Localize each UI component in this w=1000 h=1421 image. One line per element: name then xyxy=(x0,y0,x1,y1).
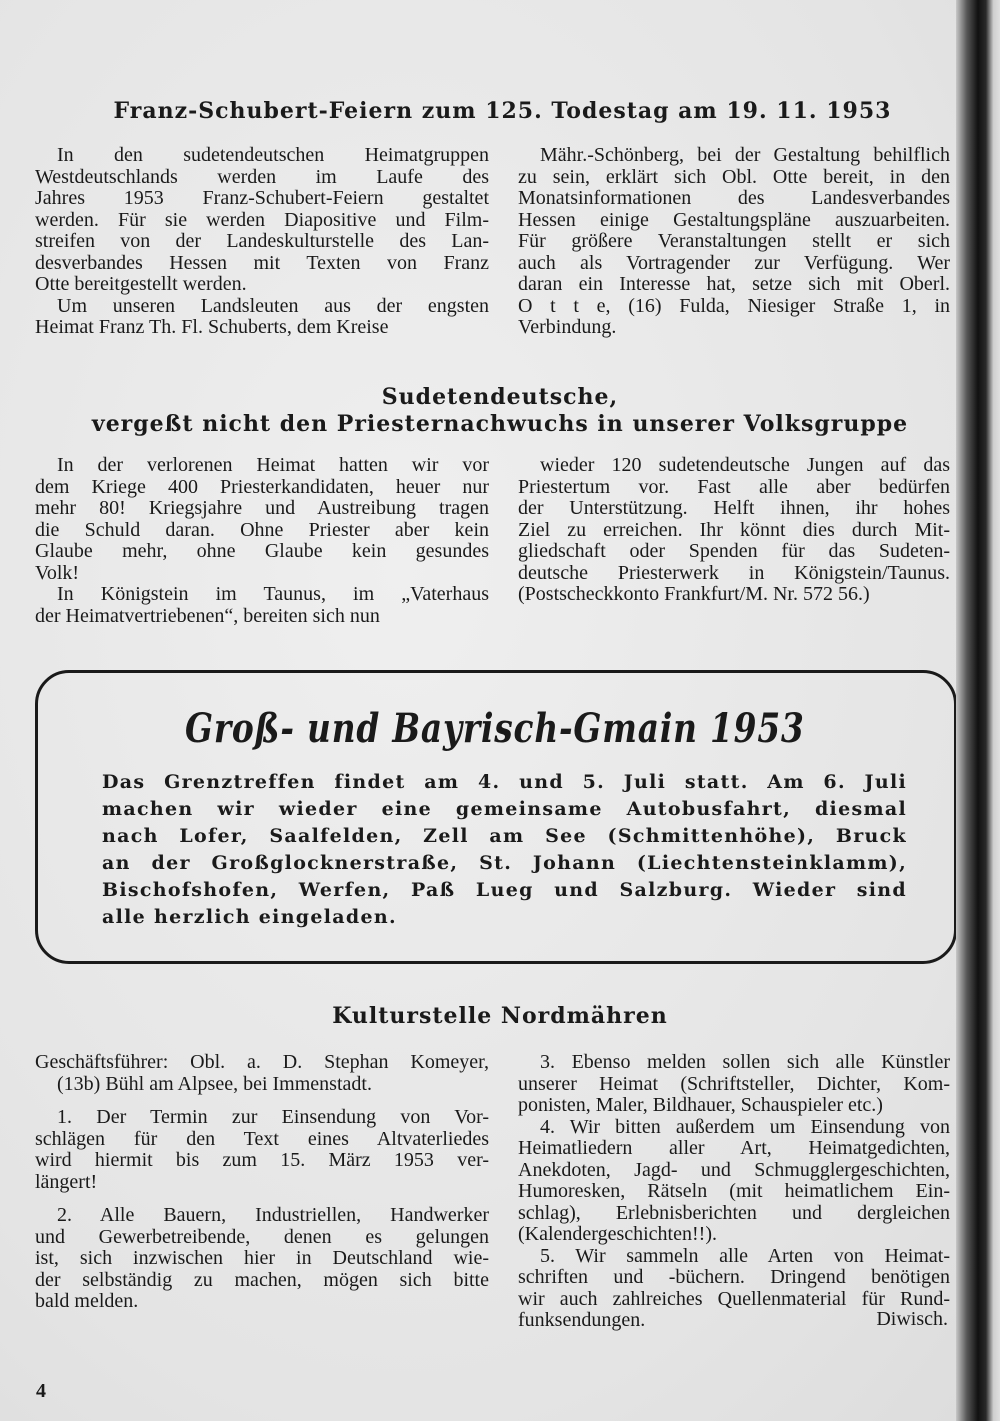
text-line: 1. Der Termin zur Einsendung von Vor- xyxy=(57,1106,489,1128)
paragraph xyxy=(35,1052,489,1095)
text-line: funksendungen. xyxy=(518,1309,646,1331)
text-line: ist, sich inzwischen hier in Deutschland wie- xyxy=(35,1247,489,1269)
announcement-body xyxy=(102,769,907,931)
paragraph xyxy=(35,455,489,584)
text-line: Volk! xyxy=(35,561,80,584)
text-line: Anekdoten, Jagd- und Schmugglergeschichten, xyxy=(518,1158,950,1181)
page-number: 4 xyxy=(36,1380,46,1402)
text-line: zu sein, erklärt sich Obl. Otte bereit, in den xyxy=(518,165,950,188)
text-line: der selbständig zu machen, mögen sich bitte xyxy=(35,1268,489,1291)
text-line: 3. Ebenso melden sollen sich alle Künstler xyxy=(540,1051,950,1073)
text-line: wieder 120 sudetendeutsche Jungen auf das xyxy=(540,454,950,476)
paragraph xyxy=(518,1052,950,1117)
text-line: werden. Für sie werden Diapositive und Film- xyxy=(35,208,489,231)
text-line: ponisten, Maler, Bildhauer, Schauspieler etc.) xyxy=(518,1094,883,1116)
paragraph xyxy=(518,1117,950,1246)
text-line: Für größere Veranstaltungen stellt er sich xyxy=(518,230,950,252)
text-line: In den sudetendeutschen Heimatgruppen xyxy=(57,144,489,166)
text-line: 2. Alle Bauern, Industriellen, Handwerker xyxy=(57,1204,489,1226)
signature xyxy=(850,1309,948,1331)
text-line: schlag), Erlebnisberichten und dergleichen xyxy=(518,1201,950,1224)
text-line: Heimat Franz Th. Fl. Schuberts, dem Kreise xyxy=(35,316,389,338)
article-kulturstelle-col2 xyxy=(518,1052,950,1332)
announcement-line: alle herzlich eingeladen. xyxy=(102,906,397,928)
text-line: Verbindung. xyxy=(518,316,617,338)
text-line: (Kalendergeschichten!!). xyxy=(518,1223,717,1245)
text-line: Westdeutschlands werden im Laufe des xyxy=(35,165,489,188)
text-line: längert! xyxy=(35,1170,98,1193)
text-line: Mähr.-Schönberg, bei der Gestaltung behilflich xyxy=(540,144,950,166)
article-priester-col1 xyxy=(35,455,489,627)
paragraph xyxy=(35,1205,489,1313)
text-line: In der verlorenen Heimat hatten wir vor xyxy=(57,454,489,476)
announcement-title: Groß- und Bayrisch-Gmain 1953 xyxy=(185,705,805,752)
text-line: gliedschaft oder Spenden für das Sudeten- xyxy=(518,540,950,562)
announcement-line: an der Großglocknerstraße, St. Johann (Liechtensteinklamm), xyxy=(102,852,907,874)
text-line: Otte bereitgestellt werden. xyxy=(35,273,247,295)
paragraph xyxy=(35,1107,489,1193)
text-line: wir auch zahlreiches Quellenmaterial für Rund- xyxy=(518,1287,950,1310)
paragraph xyxy=(518,145,950,339)
text-line: bald melden. xyxy=(35,1290,139,1312)
text-line: Um unseren Landsleuten aus der engsten xyxy=(57,294,489,317)
article-title-schubert: Franz-Schubert-Feiern zum 125. Todestag am 19. 11. 1953 xyxy=(113,98,892,124)
article-priester-col2 xyxy=(518,455,950,606)
text-line: wird hiermit bis zum 15. März 1953 ver- xyxy=(35,1149,489,1171)
text-line: schlägen für den Text eines Altvaterliedes xyxy=(35,1127,489,1150)
signature-text: Diwisch. xyxy=(876,1308,948,1330)
text-line: daran ein Interesse hat, setze sich mit Oberl. xyxy=(518,273,950,295)
text-line: Jahres 1953 Franz-Schubert-Feiern gestaltet xyxy=(35,187,489,209)
text-line: Monatsinformationen des Landesverbandes xyxy=(518,187,950,209)
article-kulturstelle-col1 xyxy=(35,1052,489,1325)
text-line: Heimatliedern aller Art, Heimatgedichten, xyxy=(518,1137,950,1159)
text-line: schriften und -büchern. Dringend benötigen xyxy=(518,1266,950,1288)
text-line: und Gewerbetreibende, denen es gelungen xyxy=(35,1225,489,1248)
text-line: Ziel zu erreichen. Ihr könnt dies durch Mit- xyxy=(518,518,950,541)
text-line: desverbandes Hessen mit Texten von Franz xyxy=(35,251,489,274)
paragraph xyxy=(35,296,489,339)
announcement-line: Bischofshofen, Werfen, Paß Lueg und Salzburg. Wieder sind xyxy=(102,879,907,901)
announcement-line: Das Grenztreffen findet am 4. und 5. Juli statt. Am 6. Juli xyxy=(102,771,907,793)
text-line: Glaube mehr, ohne Glaube kein gesundes xyxy=(35,540,489,562)
book-binding-shadow xyxy=(956,0,1000,1421)
text-line: deutsche Priesterwerk in Königstein/Taunus. xyxy=(518,561,950,584)
text-line: dem Kriege 400 Priesterkandidaten, heuer nur xyxy=(35,475,489,498)
paragraph xyxy=(35,145,489,296)
paragraph xyxy=(518,455,950,606)
article-schubert-col1 xyxy=(35,145,489,339)
text-line: mehr 80! Kriegsjahre und Austreibung tragen xyxy=(35,497,489,519)
article-schubert-col2 xyxy=(518,145,950,339)
text-line: der Unterstützung. Helft ihnen, ihr hohes xyxy=(518,497,950,519)
text-line: der Heimatvertriebenen“, bereiten sich nun xyxy=(35,604,380,627)
article-title-priester-line1: Sudetendeutsche, xyxy=(381,384,619,410)
text-line: Geschäftsführer: Obl. a. D. Stephan Komeyer, xyxy=(35,1051,489,1073)
text-line: (13b) Bühl am Alpsee, bei Immenstadt. xyxy=(57,1072,372,1095)
text-line: (Postscheckkonto Frankfurt/M. Nr. 572 56.) xyxy=(518,583,870,605)
article-title-kulturstelle: Kulturstelle Nordmähren xyxy=(332,1003,668,1029)
text-line: auch als Vortragender zur Verfügung. Wer xyxy=(518,251,950,274)
text-line: In Königstein im Taunus, im „Vaterhaus xyxy=(57,583,489,605)
paragraph xyxy=(35,584,489,627)
announcement-line: machen wir wieder eine gemeinsame Autobusfahrt, diesmal xyxy=(102,798,907,820)
text-line: O t t e, (16) Fulda, Niesiger Straße 1, in xyxy=(518,294,950,317)
text-line: Humoresken, Rätseln (mit heimatlichem Ein- xyxy=(518,1180,950,1202)
text-line: 5. Wir sammeln alle Arten von Heimat- xyxy=(540,1244,950,1267)
text-line: 4. Wir bitten außerdem um Einsendung von xyxy=(540,1115,950,1138)
text-line: unserer Heimat (Schriftsteller, Dichter, Kom- xyxy=(518,1072,950,1095)
text-line: Hessen einige Gestaltungspläne auszuarbeiten. xyxy=(518,208,950,231)
announcement-line: nach Lofer, Saalfelden, Zell am See (Schmittenhöhe), Bruck xyxy=(102,825,907,847)
article-title-priester-line2: vergeßt nicht den Priesternachwuchs in unserer Volksgruppe xyxy=(91,411,909,437)
text-line: streifen von der Landeskulturstelle des Lan- xyxy=(35,230,489,252)
text-line: Priestertum vor. Fast alle aber bedürfen xyxy=(518,475,950,498)
text-line: die Schuld daran. Ohne Priester aber kein xyxy=(35,518,489,541)
